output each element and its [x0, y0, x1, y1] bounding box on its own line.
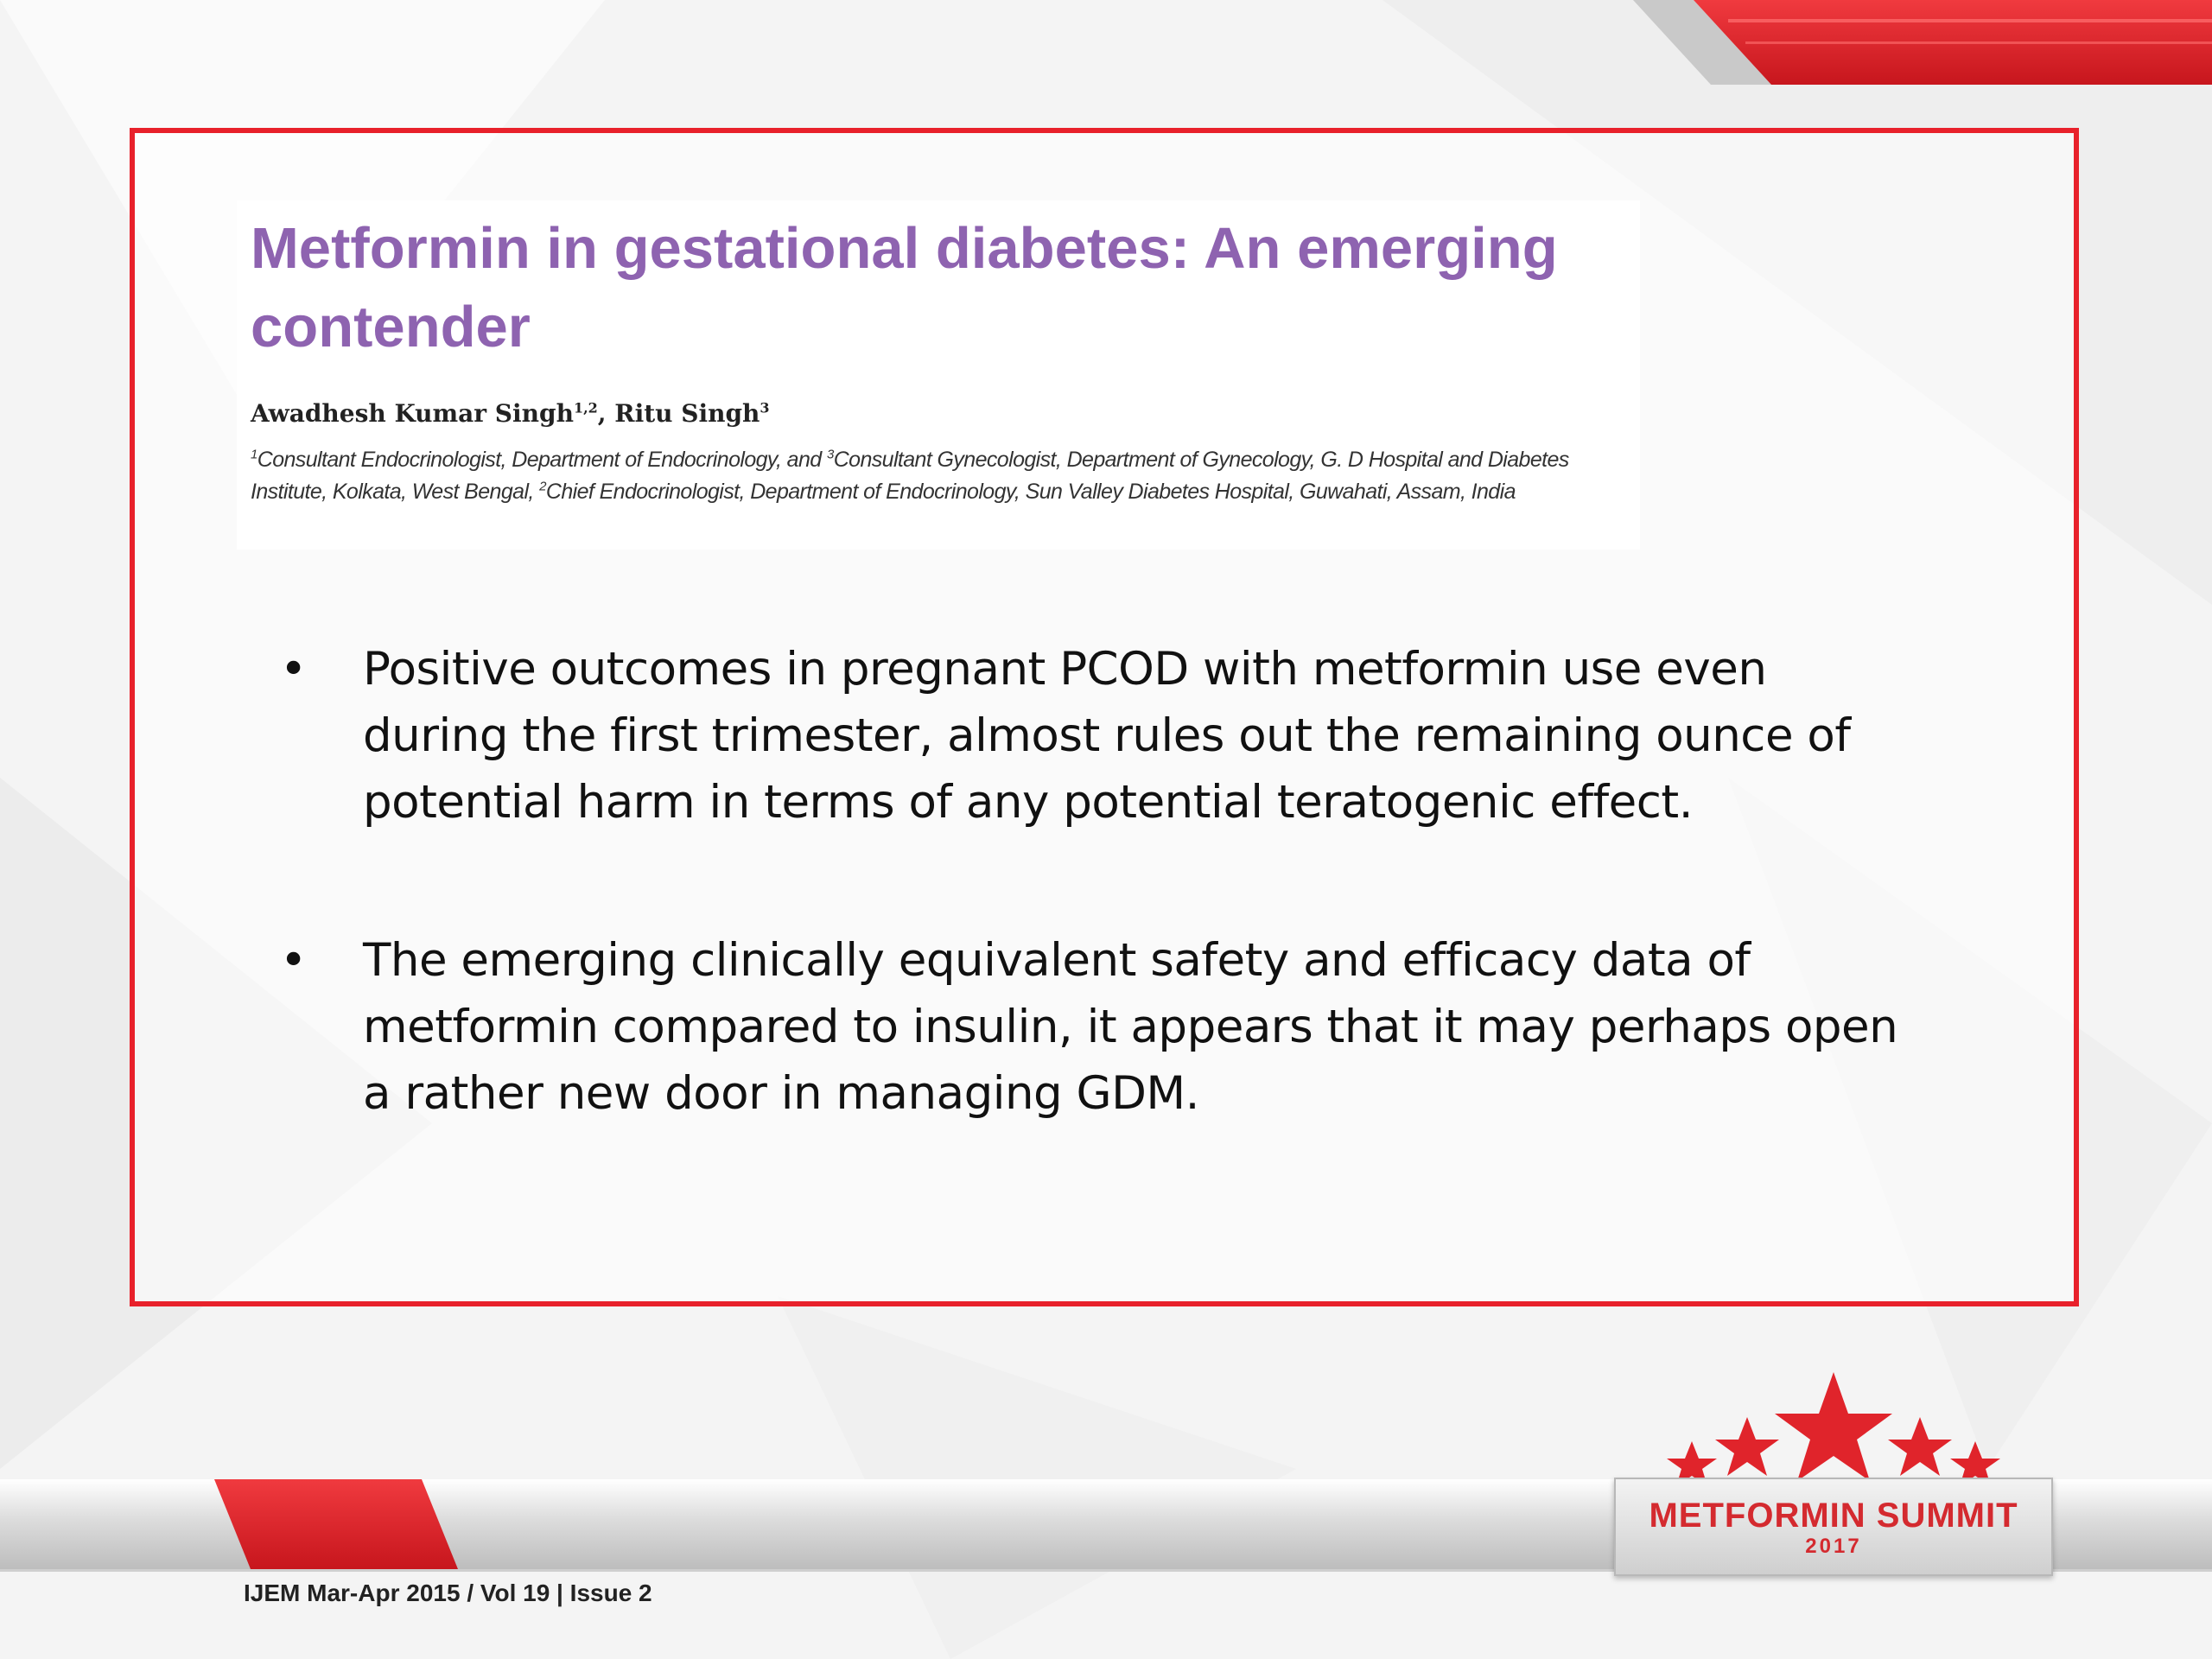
logo-year: 2017 — [1805, 1535, 1862, 1558]
affiliation-text: Consultant Gynecologist, Department of Gynecology, G. D Hospital and Diabetes Institute, Kolkata, West Bengal, — [251, 448, 1569, 504]
logo-name: METFORMIN SUMMIT — [1649, 1497, 2018, 1535]
bullet-item — [259, 927, 1901, 1127]
article-affiliation — [251, 444, 1633, 508]
author-name: Awadhesh Kumar Singh — [251, 399, 574, 428]
affiliation-marker: 3 — [826, 447, 834, 462]
logo-stars-icon — [1609, 1365, 2058, 1486]
metformin-summit-logo — [1609, 1365, 2058, 1581]
bottom-left-red-band — [214, 1479, 458, 1569]
bullet-list — [259, 636, 1901, 1127]
bullet-marker: • — [280, 934, 307, 987]
affiliation-text: Consultant Endocrinologist, Department of Endocrinology, and — [257, 448, 827, 472]
article-header-clipping — [237, 200, 1640, 550]
author-name: Ritu Singh — [614, 399, 760, 428]
top-right-red-line — [1728, 19, 2212, 22]
affiliation-marker: 1 — [251, 447, 257, 462]
bullet-text: Positive outcomes in pregnant PCOD with metformin use even during the first trimester, almost rules out the remaining ounce of potential harm in terms of any potential teratogenic effect. — [363, 643, 1851, 829]
affiliation-text: Chief Endocrinologist, Department of Endocrinology, Sun Valley Diabetes Hospital, Guwahati, Assam, India — [545, 480, 1516, 504]
bullet-marker: • — [280, 643, 307, 696]
star-icon — [1715, 1417, 1779, 1476]
article-authors — [251, 397, 770, 430]
bullet-text: The emerging clinically equivalent safety and efficacy data of metformin compared to insulin, it appears that it may perhaps open a rather new door in managing GDM. — [363, 934, 1898, 1120]
affiliation-marker: 2 — [539, 479, 546, 494]
author-affiliation-marker: 3 — [760, 399, 770, 416]
star-icon — [1888, 1417, 1952, 1476]
author-affiliation-marker: 1,2 — [573, 399, 598, 416]
bullet-item — [259, 636, 1901, 836]
author-separator: , — [597, 399, 615, 428]
article-title: Metformin in gestational diabetes: An emerging contender — [251, 216, 1558, 359]
star-icon — [1775, 1372, 1892, 1481]
footer-citation: IJEM Mar-Apr 2015 / Vol 19 | Issue 2 — [244, 1580, 652, 1606]
